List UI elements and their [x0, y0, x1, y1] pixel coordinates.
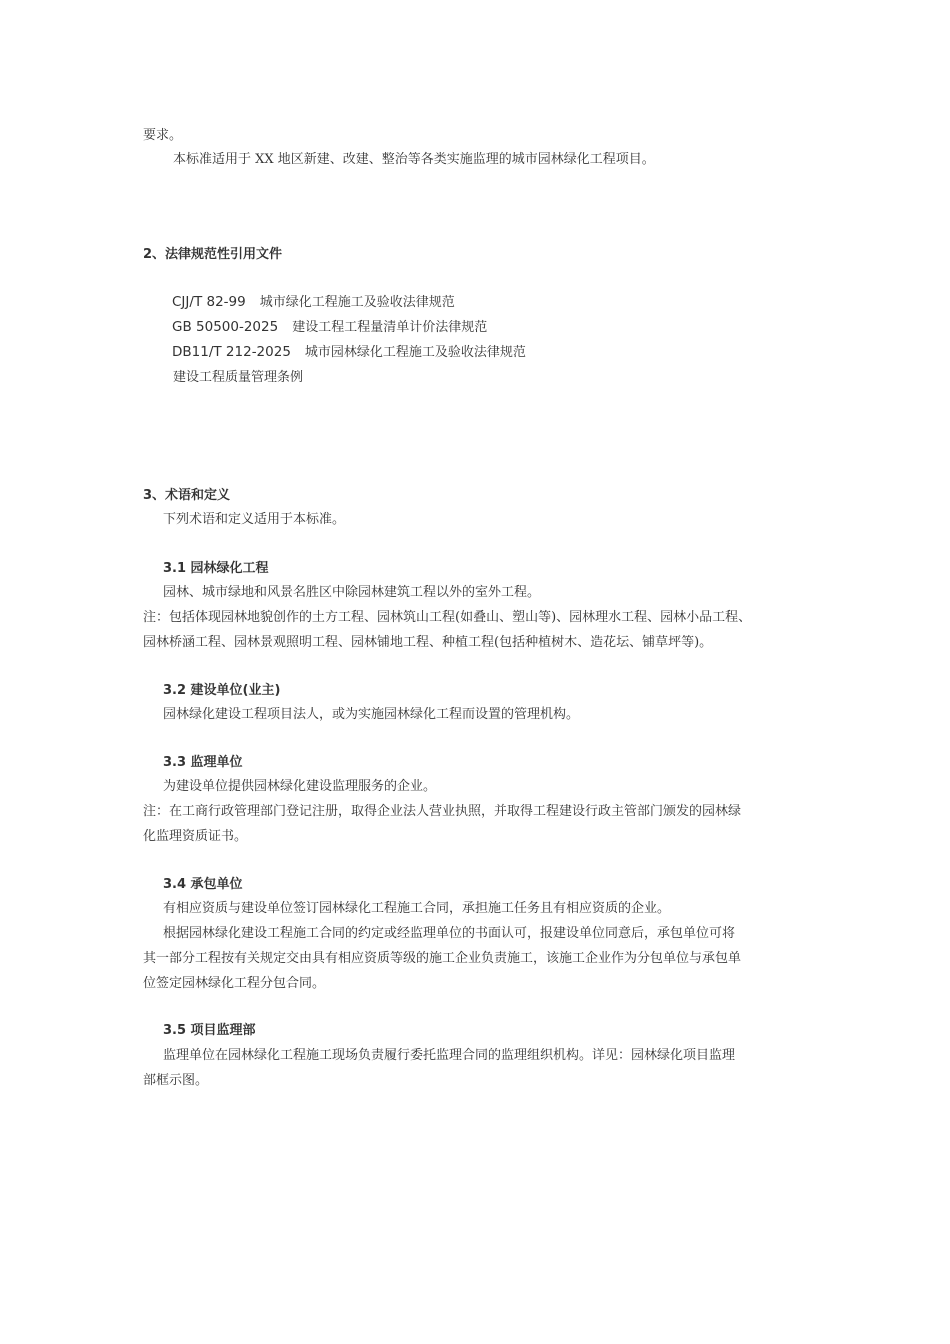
section-3-1-definition: 园林、城市绿地和风景名胜区中除园林建筑工程以外的室外工程。	[163, 585, 541, 600]
section-2-heading: 2、法律规范性引用文件	[143, 247, 283, 262]
section-3-3-note-line-1: 注：在工商行政管理部门登记注册，取得企业法人营业执照，并取得工程建设行政主管部门颁发的园林绿	[143, 804, 742, 819]
reference-item	[172, 293, 455, 312]
section-3-5-definition-line-1: 监理单位在园林绿化工程施工现场负责履行委托监理合同的监理组织机构。详见：园林绿化项目监理	[163, 1048, 736, 1063]
section-3-3-note-line-2: 化监理资质证书。	[143, 829, 248, 844]
reference-code: DB11/T 212-2025	[172, 344, 291, 360]
section-3-5-definition-line-2: 部框示图。	[143, 1073, 209, 1088]
section-3-2-heading: 3.2 建设单位(业主)	[163, 683, 281, 698]
reference-title: 建设工程质量管理条例	[173, 370, 304, 385]
section-3-1-heading: 3.1 园林绿化工程	[163, 561, 269, 576]
section-3-heading: 3、术语和定义	[143, 488, 231, 503]
section-3-1-note-line-2: 园林桥涵工程、园林景观照明工程、园林铺地工程、种植工程(包括种植树木、造花坛、铺草坪等)。	[143, 635, 713, 650]
section-3-4-heading: 3.4 承包单位	[163, 877, 243, 892]
reference-code: CJJ/T 82-99	[172, 294, 246, 310]
section-3-5-heading: 3.5 项目监理部	[163, 1023, 256, 1038]
intro-line-1: 要求。	[143, 128, 183, 143]
reference-item	[173, 368, 303, 387]
section-3-3-definition: 为建设单位提供园林绿化建设监理服务的企业。	[163, 779, 437, 794]
section-3-4-paragraph-line-2: 其一部分工程按有关规定交由具有相应资质等级的施工企业负责施工，该施工企业作为分包单位与承包单	[143, 951, 742, 966]
scope-paragraph: 本标准适用于 XX 地区新建、改建、整治等各类实施监理的城市园林绿化工程项目。	[173, 152, 655, 167]
reference-code: GB 50500-2025	[172, 319, 279, 335]
reference-title: 城市绿化工程施工及验收法律规范	[259, 295, 455, 310]
section-3-3-heading: 3.3 监理单位	[163, 755, 243, 770]
section-3-4-paragraph-line-1: 根据园林绿化建设工程施工合同的约定或经监理单位的书面认可，报建设单位同意后，承包单位可将	[163, 926, 736, 941]
section-3-intro: 下列术语和定义适用于本标准。	[163, 512, 346, 527]
reference-title: 城市园林绿化工程施工及验收法律规范	[304, 345, 526, 360]
section-3-2-definition: 园林绿化建设工程项目法人，或为实施园林绿化工程而设置的管理机构。	[163, 707, 580, 722]
reference-item	[172, 318, 487, 337]
reference-item	[172, 343, 526, 362]
section-3-4-definition: 有相应资质与建设单位签订园林绿化工程施工合同，承担施工任务且有相应资质的企业。	[163, 901, 671, 916]
reference-title: 建设工程工程量清单计价法律规范	[292, 320, 488, 335]
section-3-1-note-line-1: 注：包括体现园林地貌创作的土方工程、园林筑山工程(如叠山、塑山等)、园林理水工程、园林小品工程、	[143, 610, 752, 625]
section-3-4-paragraph-line-3: 位签定园林绿化工程分包合同。	[143, 976, 326, 991]
